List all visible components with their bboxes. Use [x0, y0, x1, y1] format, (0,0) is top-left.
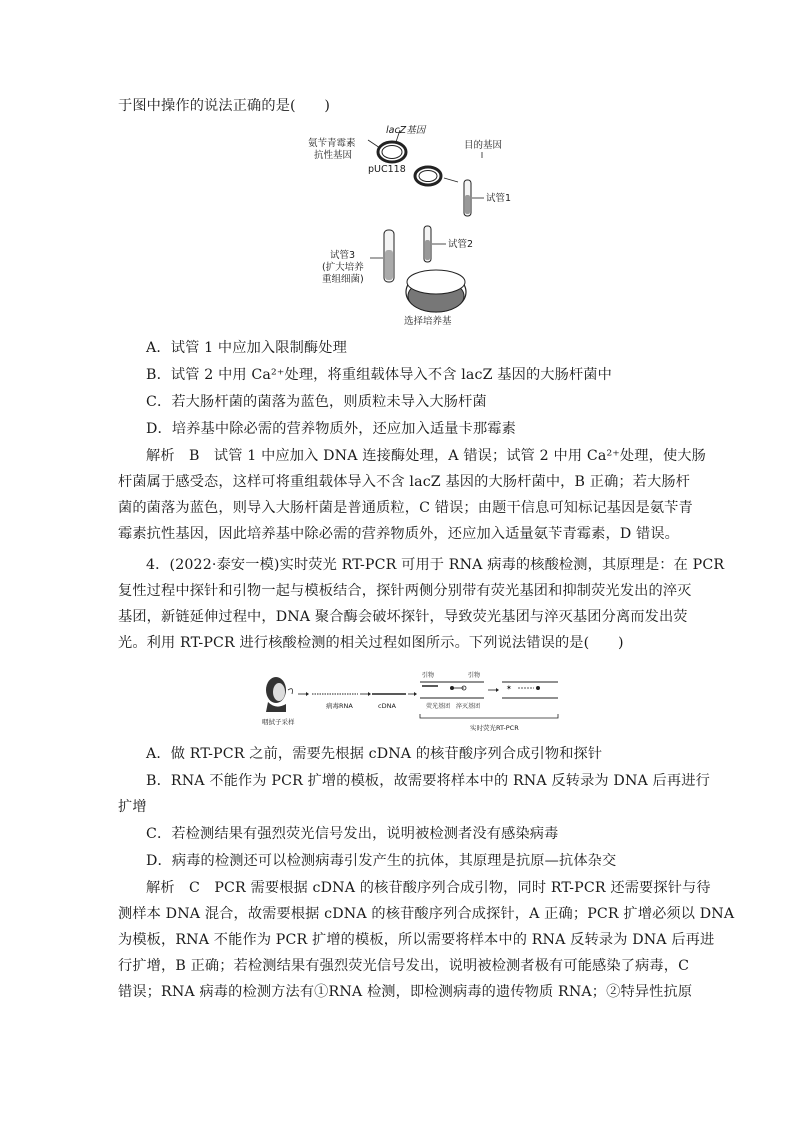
q4-explanation-5: 错误；RNA 病毒的检测方法有①RNA 检测，即检测病毒的遗传物质 RNA；②特异性抗原: [118, 984, 693, 1000]
q3-explanation-1: 解析 B 试管 1 中应加入 DNA 连接酶处理，A 错误；试管 2 中用 Ca²⁺处理，使大肠: [146, 448, 706, 464]
q3-option-d: D．培养基中除必需的营养物质外，还应加入适量卡那霉素: [146, 421, 516, 437]
tube2-label: 试管2: [448, 239, 474, 250]
q4-option-c: C．若检测结果有强烈荧光信号发出，说明被检测者没有感染病毒: [146, 826, 559, 842]
rt-pcr-diagram: [262, 668, 562, 736]
q4-explanation-1: 解析 C PCR 需要根据 cDNA 的核苷酸序列合成引物，同时 RT-PCR 还需要探针与待: [146, 880, 711, 896]
q3-explanation-4: 霉素抗性基因，因此培养基中除必需的营养物质外，还应加入适量氨苄青霉素，D 错误。: [118, 526, 680, 542]
q4-option-b-line2: 扩增: [118, 799, 147, 815]
q4-explanation-2: 测样本 DNA 混合，故需要根据 cDNA 的核苷酸序列合成探针，A 正确；PCR 扩增必须以 DNA: [118, 906, 735, 922]
q3-option-b: B．试管 2 中用 Ca²⁺处理，将重组载体导入不含 lacZ 基因的大肠杆菌中: [146, 367, 612, 383]
fluor-label: 荧光基团: [426, 703, 451, 710]
q3-option-c: C．若大肠杆菌的菌落为蓝色，则质粒未导入大肠杆菌: [146, 394, 487, 410]
quench-label: 淬灭基团: [456, 703, 481, 710]
realtime-label: 实时荧光RT-PCR: [470, 724, 519, 732]
q4-stem-3: 基团，新链延伸过程中，DNA 聚合酶会破坏探针，导致荧光基团与淬灭基团分离而发出荧: [118, 609, 688, 625]
medium-label: 选择培养基: [404, 316, 452, 327]
q4-explanation-4: 行扩增，B 正确；若检测结果有强烈荧光信号发出，说明被检测者极有可能感染了病毒，C: [118, 958, 690, 974]
tube3-label-2: (扩大培养: [322, 262, 364, 273]
cdna-label: cDNA: [378, 702, 396, 710]
viral-rna-label: 病毒RNA: [326, 702, 353, 710]
primer-label: 引物: [468, 672, 481, 679]
q3-explanation-2: 杆菌属于感受态，这样可将重组载体导入不含 lacZ 基因的大肠杆菌中，B 正确；若大肠杆: [118, 474, 691, 490]
tube1-label: 试管1: [486, 193, 512, 204]
plasmid-label: pUC118: [368, 164, 406, 175]
q4-explanation-3: 为模板，RNA 不能作为 PCR 扩增的模板，所以需要将样本中的 RNA 反转录为 DNA 后再进: [118, 932, 715, 948]
q3-option-a: A．试管 1 中应加入限制酶处理: [146, 340, 347, 356]
svg-text:✶: ✶: [506, 684, 512, 692]
tube3-label-3: 重组细菌): [322, 274, 364, 285]
q4-option-b-line1: B．RNA 不能作为 PCR 扩增的模板，故需要将样本中的 RNA 反转录为 DNA 后再进行: [146, 773, 710, 789]
q4-stem-1: 4．(2022·泰安一模)实时荧光 RT-PCR 可用于 RNA 病毒的核酸检测，其原理是：在 PCR: [146, 557, 725, 573]
probe-label: 引物: [422, 672, 435, 679]
q4-stem-4: 光。利用 RT-PCR 进行核酸检测的相关过程如图所示。下列说法错误的是( ): [118, 635, 624, 651]
q4-option-a: A．做 RT-PCR 之前，需要先根据 cDNA 的核苷酸序列合成引物和探针: [146, 746, 603, 762]
swab-label: 咽拭子采样: [262, 718, 295, 726]
ampicillin-label-2: 抗性基因: [314, 150, 353, 161]
cloning-diagram: [300, 120, 540, 330]
q3-stem: 于图中操作的说法正确的是( ): [118, 98, 331, 114]
q4-option-d: D．病毒的检测还可以检测病毒引发产生的抗体，其原理是抗原—抗体杂交: [146, 853, 617, 869]
q4-stem-2: 复性过程中探针和引物一起与模板结合，探针两侧分别带有荧光基团和抑制荧光发出的淬灭: [118, 583, 692, 599]
tube3-label-1: 试管3: [330, 250, 356, 261]
q3-explanation-3: 菌的菌落为蓝色，则导入大肠杆菌是普通质粒，C 错误；由题干信息可知标记基因是氨苄青: [118, 500, 693, 516]
ampicillin-label-1: 氨苄青霉素: [308, 138, 356, 149]
target-gene-label: 目的基因: [464, 140, 503, 151]
lacz-label: lacZ基因: [386, 125, 426, 136]
